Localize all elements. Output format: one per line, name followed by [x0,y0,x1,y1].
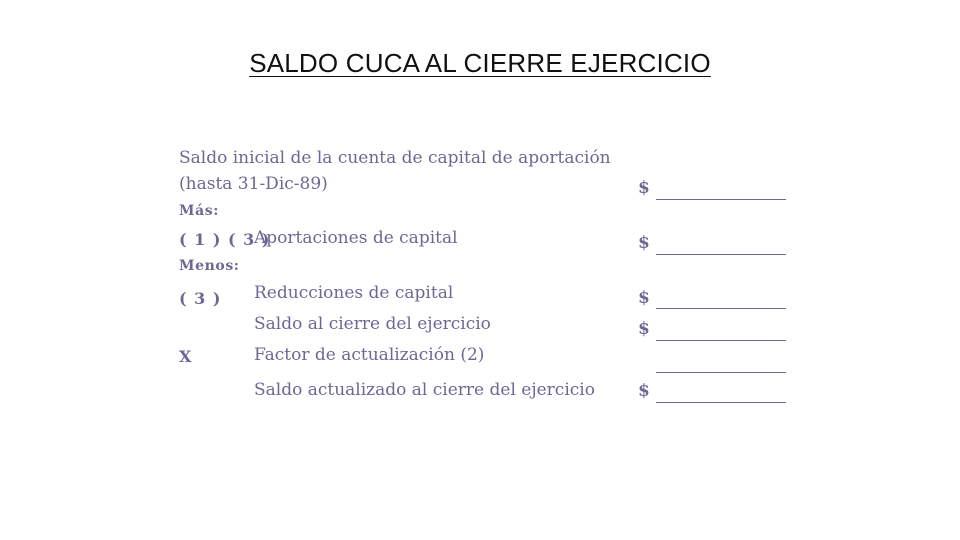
saldo-actualizado-currency: $ [638,381,650,401]
aportaciones-label: Aportaciones de capital [254,228,458,248]
saldo-cierre-currency: $ [638,319,650,339]
aportaciones-currency: $ [638,233,650,253]
reducciones-blank-line[interactable] [656,308,786,309]
initial-balance-blank-line[interactable] [656,199,786,200]
saldo-cierre-label: Saldo al cierre del ejercicio [254,314,491,334]
reducciones-reference: ( 3 ) [179,289,222,308]
factor-multiply-sign: X [179,347,193,366]
reducciones-label: Reducciones de capital [254,283,454,303]
menos-label: Menos: [179,258,240,274]
aportaciones-reference: ( 1 ) ( 3 ) [179,230,271,249]
factor-actualizacion-label: Factor de actualización (2) [254,345,485,365]
aportaciones-blank-line[interactable] [656,254,786,255]
saldo-cierre-blank-line[interactable] [656,340,786,341]
factor-blank-line[interactable] [656,372,786,373]
initial-balance-label-line1: Saldo inicial de la cuenta de capital de aportación [179,148,611,168]
saldo-actualizado-blank-line[interactable] [656,402,786,403]
initial-balance-label-line2: (hasta 31-Dic-89) [179,174,328,194]
mas-label: Más: [179,203,220,219]
reducciones-currency: $ [638,288,650,308]
page-title: SALDO CUCA AL CIERRE EJERCICIO [249,48,711,78]
initial-balance-currency: $ [638,178,650,198]
saldo-actualizado-label: Saldo actualizado al cierre del ejercicio [254,380,595,400]
